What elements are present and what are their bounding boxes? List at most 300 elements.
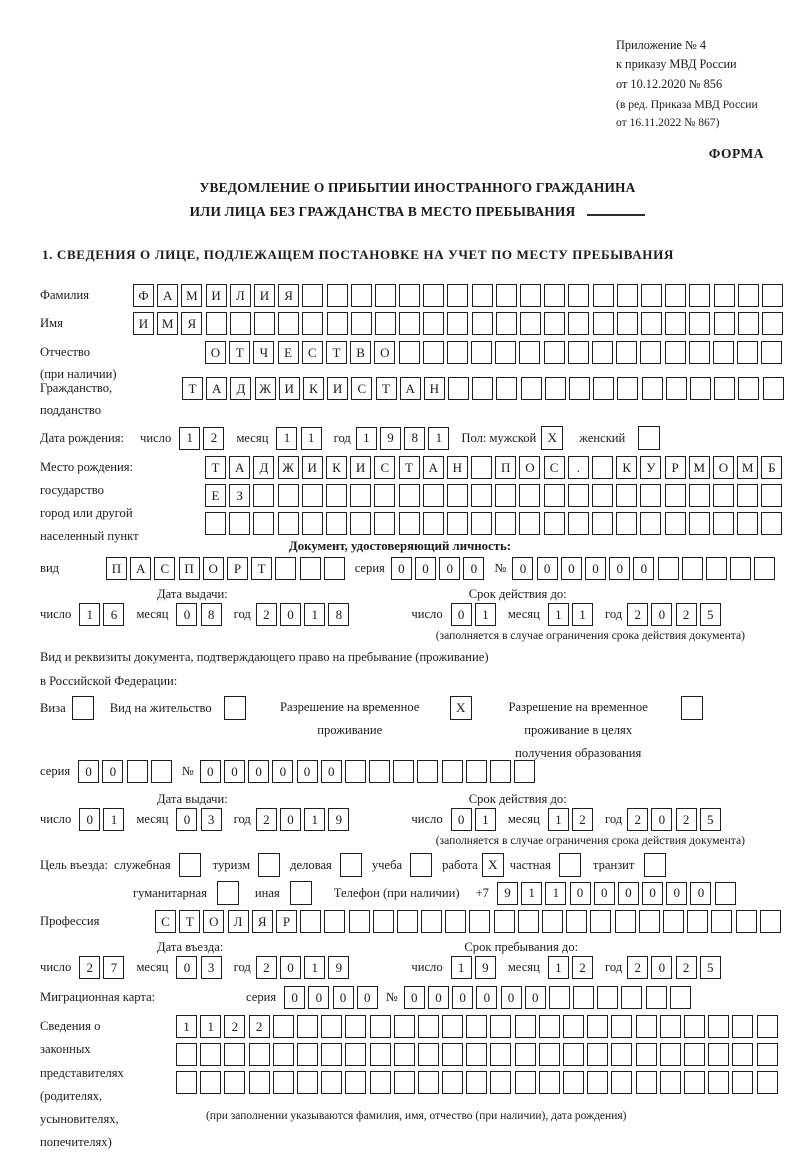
char-box[interactable]: 0 <box>357 986 378 1009</box>
char-box[interactable] <box>687 910 708 933</box>
char-box[interactable] <box>374 512 395 535</box>
char-box[interactable] <box>660 1043 681 1066</box>
char-box[interactable] <box>472 377 493 400</box>
char-box[interactable]: 0 <box>633 557 654 580</box>
char-box[interactable] <box>592 456 613 479</box>
char-box[interactable] <box>496 377 517 400</box>
char-box[interactable] <box>229 512 250 535</box>
char-box[interactable] <box>660 1015 681 1038</box>
char-box[interactable] <box>350 484 371 507</box>
char-box[interactable]: Н <box>447 456 468 479</box>
char-box[interactable] <box>730 557 751 580</box>
char-box[interactable]: П <box>495 456 516 479</box>
char-box[interactable] <box>737 341 758 364</box>
char-box[interactable] <box>321 1015 342 1038</box>
char-box[interactable] <box>418 1043 439 1066</box>
char-box[interactable]: Д <box>253 456 274 479</box>
char-box[interactable]: Е <box>278 341 299 364</box>
char-box[interactable]: 2 <box>256 603 277 626</box>
char-box[interactable]: Ж <box>255 377 276 400</box>
char-box[interactable]: К <box>303 377 324 400</box>
char-box[interactable]: 3 <box>201 808 222 831</box>
char-box[interactable] <box>592 512 613 535</box>
char-box[interactable]: А <box>206 377 227 400</box>
char-box[interactable]: 2 <box>676 808 697 831</box>
char-box[interactable] <box>466 1043 487 1066</box>
char-box[interactable] <box>442 1071 463 1094</box>
char-box[interactable]: И <box>279 377 300 400</box>
char-box[interactable] <box>324 557 345 580</box>
char-box[interactable] <box>642 377 663 400</box>
char-box[interactable]: И <box>206 284 227 307</box>
char-box[interactable] <box>399 284 420 307</box>
char-box[interactable]: 1 <box>179 427 200 450</box>
char-box[interactable] <box>423 312 444 335</box>
char-box[interactable]: 1 <box>521 882 542 905</box>
char-box[interactable] <box>689 341 710 364</box>
char-box[interactable] <box>568 312 589 335</box>
char-box[interactable] <box>345 760 366 783</box>
char-box[interactable]: А <box>130 557 151 580</box>
char-box[interactable] <box>641 284 662 307</box>
char-box[interactable]: 0 <box>651 603 672 626</box>
char-box[interactable] <box>350 512 371 535</box>
char-box[interactable]: 0 <box>525 986 546 1009</box>
char-box[interactable] <box>515 1043 536 1066</box>
temp-residence-edu-checkbox[interactable] <box>681 696 703 720</box>
char-box[interactable] <box>715 882 736 905</box>
char-box[interactable]: 1 <box>475 603 496 626</box>
char-box[interactable] <box>375 312 396 335</box>
char-box[interactable] <box>590 910 611 933</box>
char-box[interactable] <box>495 341 516 364</box>
char-box[interactable]: 0 <box>428 986 449 1009</box>
char-box[interactable] <box>326 512 347 535</box>
char-box[interactable]: 1 <box>200 1015 221 1038</box>
char-box[interactable] <box>418 1015 439 1038</box>
char-box[interactable]: 9 <box>380 427 401 450</box>
char-box[interactable]: Н <box>424 377 445 400</box>
char-box[interactable] <box>568 484 589 507</box>
char-box[interactable]: 2 <box>224 1015 245 1038</box>
char-box[interactable] <box>568 512 589 535</box>
char-box[interactable] <box>494 910 515 933</box>
char-box[interactable] <box>640 341 661 364</box>
char-box[interactable]: 0 <box>537 557 558 580</box>
char-box[interactable]: Т <box>251 557 272 580</box>
char-box[interactable] <box>542 910 563 933</box>
char-box[interactable] <box>302 484 323 507</box>
char-box[interactable] <box>641 312 662 335</box>
char-box[interactable]: 1 <box>276 427 297 450</box>
char-box[interactable]: 2 <box>249 1015 270 1038</box>
female-checkbox[interactable] <box>638 426 660 450</box>
char-box[interactable] <box>544 284 565 307</box>
char-box[interactable]: 1 <box>176 1015 197 1038</box>
char-box[interactable] <box>370 1071 391 1094</box>
char-box[interactable]: 0 <box>609 557 630 580</box>
char-box[interactable] <box>496 284 517 307</box>
char-box[interactable]: 0 <box>272 760 293 783</box>
char-box[interactable] <box>200 1043 221 1066</box>
char-box[interactable]: Я <box>252 910 273 933</box>
char-box[interactable] <box>349 910 370 933</box>
char-box[interactable] <box>587 1071 608 1094</box>
char-box[interactable]: Т <box>399 456 420 479</box>
char-box[interactable]: 0 <box>690 882 711 905</box>
char-box[interactable]: Т <box>179 910 200 933</box>
char-box[interactable] <box>471 341 492 364</box>
char-box[interactable] <box>569 377 590 400</box>
char-box[interactable]: Р <box>276 910 297 933</box>
char-box[interactable]: С <box>154 557 175 580</box>
char-box[interactable] <box>568 284 589 307</box>
char-box[interactable]: 2 <box>256 956 277 979</box>
char-box[interactable]: 0 <box>585 557 606 580</box>
char-box[interactable] <box>496 312 517 335</box>
char-box[interactable]: 0 <box>297 760 318 783</box>
char-box[interactable]: Р <box>665 456 686 479</box>
char-box[interactable]: Д <box>230 377 251 400</box>
char-box[interactable] <box>369 760 390 783</box>
char-box[interactable] <box>761 512 782 535</box>
char-box[interactable] <box>351 284 372 307</box>
char-box[interactable] <box>563 1071 584 1094</box>
char-box[interactable] <box>370 1043 391 1066</box>
char-box[interactable] <box>639 910 660 933</box>
char-box[interactable] <box>351 312 372 335</box>
char-box[interactable] <box>689 512 710 535</box>
char-box[interactable]: 1 <box>356 427 377 450</box>
char-box[interactable] <box>345 1071 366 1094</box>
char-box[interactable] <box>592 341 613 364</box>
char-box[interactable]: В <box>350 341 371 364</box>
char-box[interactable] <box>714 284 735 307</box>
char-box[interactable]: 5 <box>700 956 721 979</box>
char-box[interactable] <box>617 312 638 335</box>
purpose-study-checkbox[interactable] <box>410 853 432 877</box>
char-box[interactable] <box>249 1071 270 1094</box>
char-box[interactable]: 0 <box>404 986 425 1009</box>
char-box[interactable] <box>592 484 613 507</box>
char-box[interactable] <box>394 1043 415 1066</box>
char-box[interactable]: 8 <box>404 427 425 450</box>
char-box[interactable] <box>302 312 323 335</box>
char-box[interactable]: С <box>302 341 323 364</box>
char-box[interactable] <box>665 512 686 535</box>
char-box[interactable] <box>297 1043 318 1066</box>
char-box[interactable] <box>326 484 347 507</box>
char-box[interactable]: 1 <box>548 956 569 979</box>
char-box[interactable] <box>447 512 468 535</box>
char-box[interactable] <box>640 512 661 535</box>
char-box[interactable] <box>521 377 542 400</box>
char-box[interactable]: 2 <box>676 956 697 979</box>
char-box[interactable]: И <box>254 284 275 307</box>
char-box[interactable]: 0 <box>476 986 497 1009</box>
char-box[interactable] <box>754 557 775 580</box>
char-box[interactable]: Ф <box>133 284 154 307</box>
char-box[interactable] <box>593 312 614 335</box>
char-box[interactable]: 0 <box>78 760 99 783</box>
char-box[interactable] <box>761 341 782 364</box>
char-box[interactable] <box>663 910 684 933</box>
char-box[interactable]: 1 <box>548 603 569 626</box>
char-box[interactable] <box>616 512 637 535</box>
temp-residence-checkbox[interactable]: X <box>450 696 472 720</box>
char-box[interactable] <box>278 484 299 507</box>
char-box[interactable]: О <box>713 456 734 479</box>
char-box[interactable] <box>757 1071 778 1094</box>
char-box[interactable]: 0 <box>248 760 269 783</box>
char-box[interactable]: 0 <box>642 882 663 905</box>
char-box[interactable] <box>374 484 395 507</box>
char-box[interactable] <box>587 1043 608 1066</box>
char-box[interactable] <box>706 557 727 580</box>
char-box[interactable] <box>421 910 442 933</box>
char-box[interactable] <box>544 484 565 507</box>
char-box[interactable] <box>616 341 637 364</box>
char-box[interactable] <box>447 312 468 335</box>
char-box[interactable]: 0 <box>102 760 123 783</box>
char-box[interactable]: Т <box>326 341 347 364</box>
char-box[interactable] <box>519 341 540 364</box>
purpose-other-checkbox[interactable] <box>290 881 312 905</box>
char-box[interactable] <box>345 1015 366 1038</box>
char-box[interactable]: О <box>203 557 224 580</box>
char-box[interactable]: 0 <box>280 808 301 831</box>
char-box[interactable]: 1 <box>304 956 325 979</box>
char-box[interactable] <box>737 512 758 535</box>
char-box[interactable] <box>151 760 172 783</box>
char-box[interactable] <box>689 284 710 307</box>
char-box[interactable]: 0 <box>280 603 301 626</box>
char-box[interactable]: О <box>519 456 540 479</box>
char-box[interactable] <box>646 986 667 1009</box>
purpose-transit-checkbox[interactable] <box>644 853 666 877</box>
char-box[interactable] <box>670 986 691 1009</box>
char-box[interactable] <box>714 312 735 335</box>
char-box[interactable]: Л <box>228 910 249 933</box>
char-box[interactable] <box>466 760 487 783</box>
char-box[interactable]: И <box>327 377 348 400</box>
char-box[interactable] <box>447 484 468 507</box>
char-box[interactable] <box>593 284 614 307</box>
char-box[interactable]: М <box>181 284 202 307</box>
char-box[interactable] <box>665 484 686 507</box>
char-box[interactable] <box>471 456 492 479</box>
char-box[interactable]: 1 <box>545 882 566 905</box>
char-box[interactable] <box>760 910 781 933</box>
char-box[interactable] <box>563 1043 584 1066</box>
char-box[interactable]: 0 <box>333 986 354 1009</box>
char-box[interactable]: 0 <box>618 882 639 905</box>
char-box[interactable] <box>611 1043 632 1066</box>
purpose-official-checkbox[interactable] <box>179 853 201 877</box>
char-box[interactable] <box>418 1071 439 1094</box>
char-box[interactable] <box>757 1015 778 1038</box>
char-box[interactable]: 0 <box>176 603 197 626</box>
char-box[interactable] <box>708 1043 729 1066</box>
char-box[interactable] <box>230 312 251 335</box>
char-box[interactable] <box>249 1043 270 1066</box>
char-box[interactable] <box>738 284 759 307</box>
char-box[interactable]: У <box>640 456 661 479</box>
purpose-private-checkbox[interactable] <box>559 853 581 877</box>
char-box[interactable] <box>278 312 299 335</box>
char-box[interactable]: 0 <box>451 603 472 626</box>
char-box[interactable]: 5 <box>700 808 721 831</box>
char-box[interactable] <box>690 377 711 400</box>
char-box[interactable]: К <box>326 456 347 479</box>
char-box[interactable] <box>423 484 444 507</box>
char-box[interactable]: 0 <box>176 956 197 979</box>
char-box[interactable] <box>544 312 565 335</box>
char-box[interactable] <box>300 557 321 580</box>
char-box[interactable] <box>665 341 686 364</box>
char-box[interactable]: 1 <box>79 603 100 626</box>
char-box[interactable]: 2 <box>79 956 100 979</box>
char-box[interactable] <box>615 910 636 933</box>
char-box[interactable] <box>205 512 226 535</box>
char-box[interactable] <box>636 1043 657 1066</box>
char-box[interactable]: 2 <box>627 956 648 979</box>
char-box[interactable] <box>549 986 570 1009</box>
char-box[interactable] <box>399 512 420 535</box>
char-box[interactable]: Я <box>181 312 202 335</box>
char-box[interactable] <box>370 1015 391 1038</box>
char-box[interactable] <box>273 1071 294 1094</box>
char-box[interactable]: 1 <box>475 808 496 831</box>
char-box[interactable]: А <box>229 456 250 479</box>
char-box[interactable]: Ч <box>253 341 274 364</box>
char-box[interactable] <box>666 377 687 400</box>
char-box[interactable]: З <box>229 484 250 507</box>
char-box[interactable] <box>545 377 566 400</box>
char-box[interactable] <box>399 312 420 335</box>
char-box[interactable] <box>253 484 274 507</box>
char-box[interactable] <box>738 377 759 400</box>
char-box[interactable] <box>617 377 638 400</box>
char-box[interactable] <box>127 760 148 783</box>
char-box[interactable] <box>515 1071 536 1094</box>
purpose-business-checkbox[interactable] <box>340 853 362 877</box>
char-box[interactable] <box>515 1015 536 1038</box>
char-box[interactable] <box>684 1043 705 1066</box>
char-box[interactable] <box>490 760 511 783</box>
char-box[interactable] <box>563 1015 584 1038</box>
char-box[interactable] <box>302 512 323 535</box>
char-box[interactable] <box>611 1071 632 1094</box>
char-box[interactable] <box>519 512 540 535</box>
char-box[interactable] <box>711 910 732 933</box>
char-box[interactable]: 2 <box>627 808 648 831</box>
char-box[interactable] <box>544 512 565 535</box>
char-box[interactable] <box>466 1071 487 1094</box>
char-box[interactable] <box>621 986 642 1009</box>
char-box[interactable] <box>713 341 734 364</box>
char-box[interactable] <box>224 1071 245 1094</box>
char-box[interactable] <box>321 1043 342 1066</box>
char-box[interactable] <box>763 377 784 400</box>
char-box[interactable] <box>617 284 638 307</box>
char-box[interactable] <box>224 1043 245 1066</box>
char-box[interactable]: 9 <box>328 956 349 979</box>
char-box[interactable] <box>345 1043 366 1066</box>
char-box[interactable] <box>539 1071 560 1094</box>
char-box[interactable] <box>254 312 275 335</box>
char-box[interactable] <box>714 377 735 400</box>
char-box[interactable] <box>327 284 348 307</box>
char-box[interactable] <box>275 557 296 580</box>
char-box[interactable]: С <box>155 910 176 933</box>
char-box[interactable] <box>732 1015 753 1038</box>
char-box[interactable] <box>442 760 463 783</box>
char-box[interactable]: 0 <box>452 986 473 1009</box>
char-box[interactable]: 2 <box>572 808 593 831</box>
char-box[interactable] <box>736 910 757 933</box>
char-box[interactable] <box>445 910 466 933</box>
char-box[interactable] <box>442 1015 463 1038</box>
char-box[interactable] <box>327 312 348 335</box>
char-box[interactable]: Т <box>182 377 203 400</box>
char-box[interactable]: А <box>423 456 444 479</box>
char-box[interactable]: 9 <box>328 808 349 831</box>
char-box[interactable]: 1 <box>304 808 325 831</box>
char-box[interactable]: 0 <box>391 557 412 580</box>
char-box[interactable]: О <box>374 341 395 364</box>
char-box[interactable]: 2 <box>572 956 593 979</box>
char-box[interactable] <box>732 1071 753 1094</box>
char-box[interactable] <box>636 1071 657 1094</box>
char-box[interactable]: 9 <box>497 882 518 905</box>
char-box[interactable] <box>448 377 469 400</box>
purpose-work-checkbox[interactable]: X <box>482 853 504 877</box>
char-box[interactable]: С <box>351 377 372 400</box>
char-box[interactable] <box>636 1015 657 1038</box>
char-box[interactable] <box>495 512 516 535</box>
char-box[interactable]: 0 <box>512 557 533 580</box>
char-box[interactable] <box>278 512 299 535</box>
char-box[interactable]: М <box>689 456 710 479</box>
char-box[interactable] <box>417 760 438 783</box>
char-box[interactable]: 0 <box>463 557 484 580</box>
char-box[interactable] <box>738 312 759 335</box>
char-box[interactable]: А <box>157 284 178 307</box>
char-box[interactable] <box>732 1043 753 1066</box>
char-box[interactable] <box>399 484 420 507</box>
char-box[interactable] <box>253 512 274 535</box>
char-box[interactable] <box>762 284 783 307</box>
char-box[interactable] <box>447 341 468 364</box>
char-box[interactable]: Ж <box>278 456 299 479</box>
char-box[interactable] <box>471 484 492 507</box>
char-box[interactable]: А <box>400 377 421 400</box>
char-box[interactable] <box>324 910 345 933</box>
char-box[interactable] <box>273 1015 294 1038</box>
char-box[interactable] <box>761 484 782 507</box>
char-box[interactable] <box>519 484 540 507</box>
char-box[interactable]: О <box>205 341 226 364</box>
char-box[interactable]: 0 <box>651 808 672 831</box>
char-box[interactable] <box>302 284 323 307</box>
char-box[interactable] <box>375 284 396 307</box>
char-box[interactable] <box>472 312 493 335</box>
char-box[interactable] <box>297 1071 318 1094</box>
char-box[interactable]: К <box>616 456 637 479</box>
char-box[interactable] <box>708 1071 729 1094</box>
char-box[interactable] <box>684 1015 705 1038</box>
